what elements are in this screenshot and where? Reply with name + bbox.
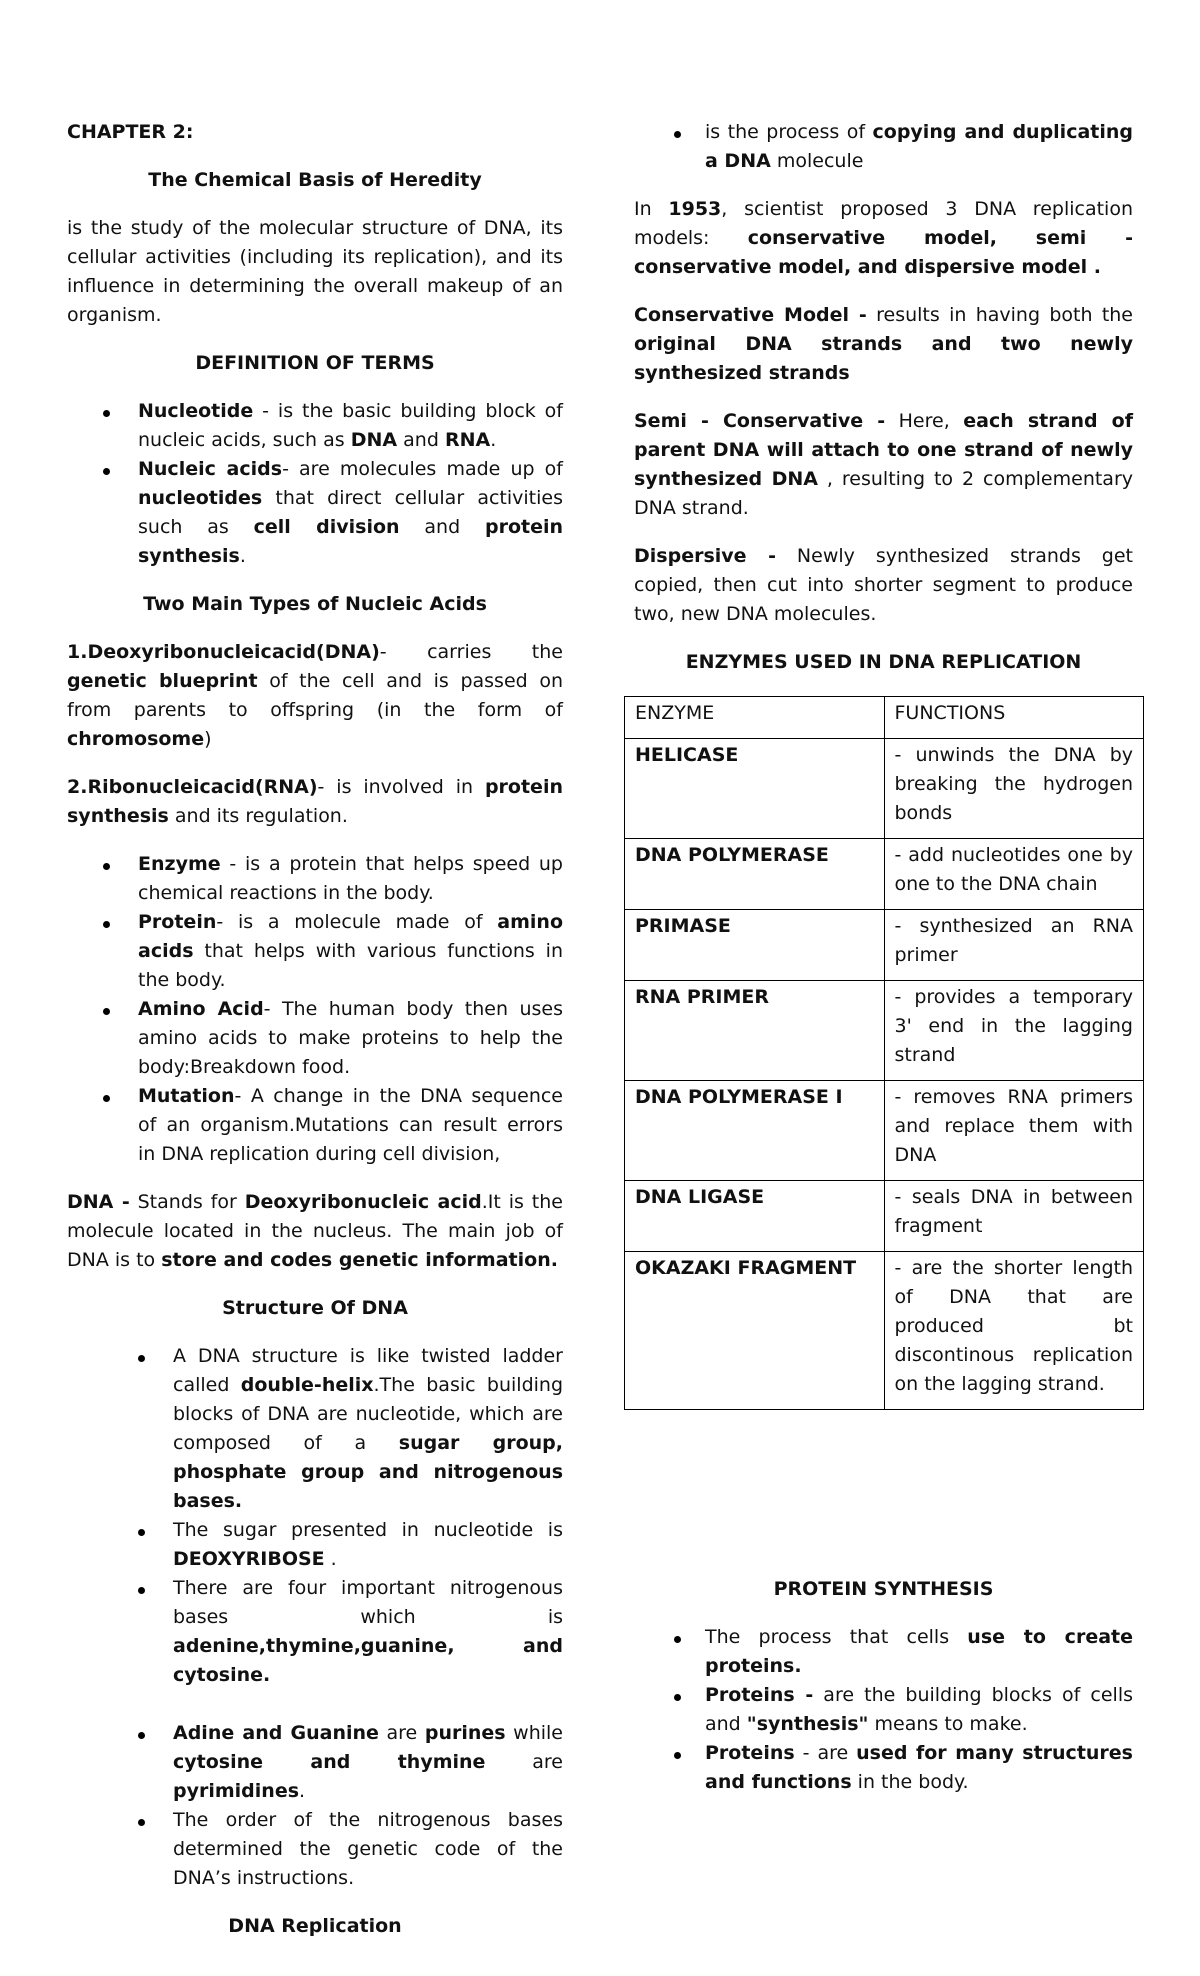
table-header-row: [625, 697, 1144, 739]
list-item: Mutation- A change in the DNA sequence of an organism.Mutations can result errors in DNA replication during cell division,: [67, 1082, 563, 1169]
enzyme-cell: OKAZAKI FRAGMENT: [625, 1252, 885, 1410]
function-cell: - seals DNA in between fragment: [884, 1181, 1144, 1252]
types-heading: Two Main Types of Nucleic Acids: [143, 593, 487, 615]
list-item: is the process of copying and duplicating a DNA molecule: [634, 118, 1133, 176]
right-column: [634, 118, 1133, 1816]
enzyme-cell: DNA POLYMERASE I: [625, 1081, 885, 1181]
left-column: [67, 118, 563, 1960]
list-item: The order of the nitrogenous bases determined the genetic code of the DNA’s instructions.: [67, 1806, 563, 1893]
list-item: The process that cells use to create proteins.: [634, 1623, 1133, 1681]
models-paragraph: In 1953, scientist proposed 3 DNA replication models: conservative model, semi - conservative model, and dispersive model .: [634, 198, 1133, 278]
enzyme-cell: HELICASE: [625, 739, 885, 839]
list-item: Proteins - are the building blocks of cells and "synthesis" means to make.: [634, 1681, 1133, 1739]
enzyme-cell: PRIMASE: [625, 910, 885, 981]
table-row: [625, 1181, 1144, 1252]
bullet-icon: [103, 468, 110, 475]
function-cell: - are the shorter length of DNA that are produced bt discontinous replication on the lagging strand.: [884, 1252, 1144, 1410]
definition-heading: DEFINITION OF TERMS: [195, 352, 435, 374]
table-header: ENZYME: [625, 697, 885, 739]
enzyme-cell: DNA LIGASE: [625, 1181, 885, 1252]
function-cell: - unwinds the DNA by breaking the hydrogen bonds: [884, 739, 1144, 839]
list-item: The sugar presented in nucleotide is DEOXYRIBOSE .: [67, 1516, 563, 1574]
chapter-label: CHAPTER 2:: [67, 121, 194, 143]
bullet-icon: [138, 1819, 145, 1826]
list-item: Proteins - are used for many structures and functions in the body.: [634, 1739, 1133, 1797]
replication-heading: DNA Replication: [228, 1915, 402, 1937]
blank-line: [67, 1690, 563, 1719]
table-row: [625, 981, 1144, 1081]
dispersive-paragraph: Dispersive - Newly synthesized strands get copied, then cut into shorter segment to produce two, new DNA molecules.: [634, 545, 1134, 625]
replication-list: [634, 118, 1133, 176]
semi-conservative-paragraph: Semi - Conservative - Here, each strand of parent DNA will attach to one strand of newly synthesized DNA , resulting to 2 complementary DNA strand.: [634, 410, 1134, 519]
bullet-icon: [674, 1752, 681, 1759]
function-cell: - provides a temporary 3' end in the lagging strand: [884, 981, 1144, 1081]
chapter-title: The Chemical Basis of Heredity: [148, 169, 482, 191]
bullet-icon: [138, 1355, 145, 1362]
table-row: [625, 1081, 1144, 1181]
enzymes-table: [624, 696, 1144, 1410]
list-item: Enzyme - is a protein that helps speed up chemical reactions in the body.: [67, 850, 563, 908]
bullet-icon: [103, 863, 110, 870]
list-item: Nucleic acids- are molecules made up of nucleotides that direct cellular activities such as cell division and protein synthesis.: [67, 455, 563, 571]
list-item: Protein- is a molecule made of amino acids that helps with various functions in the body.: [67, 908, 563, 995]
list-item: Adine and Guanine are purines while cytosine and thymine are pyrimidines.: [67, 1719, 563, 1806]
list-item: Nucleotide - is the basic building block of nucleic acids, such as DNA and RNA.: [67, 397, 563, 455]
list-item: A DNA structure is like twisted ladder called double-helix.The basic building blocks of DNA are nucleotide, which are composed of a sugar group, phosphate group and nitrogenous bases.: [67, 1342, 563, 1516]
function-cell: - add nucleotides one by one to the DNA chain: [884, 839, 1144, 910]
intro-paragraph: is the study of the molecular structure of DNA, its cellular activities (including its replication), and its influence in determining the overall makeup of an organism.: [67, 217, 563, 326]
bullet-icon: [674, 1694, 681, 1701]
list-item: Amino Acid- The human body then uses amino acids to make proteins to help the body:Breakdown food.: [67, 995, 563, 1082]
list-item: There are four important nitrogenous bases which is adenine,thymine,guanine, and cytosine.: [67, 1574, 563, 1690]
enzymes-heading: ENZYMES USED IN DNA REPLICATION: [685, 651, 1082, 673]
bullet-icon: [674, 1636, 681, 1643]
structure-list: [67, 1342, 563, 1893]
function-cell: - removes RNA primers and replace them with DNA: [884, 1081, 1144, 1181]
enzyme-cell: RNA PRIMER: [625, 981, 885, 1081]
table-row: [625, 839, 1144, 910]
function-cell: - synthesized an RNA primer: [884, 910, 1144, 981]
enzyme-cell: DNA POLYMERASE: [625, 839, 885, 910]
protein-synthesis-list: [634, 1623, 1133, 1797]
terms-list: [67, 850, 563, 1169]
rna-type-paragraph: 2.Ribonucleicacid(RNA)- is involved in protein synthesis and its regulation.: [67, 776, 563, 827]
table-row: [625, 739, 1144, 839]
blank-space: [634, 1429, 1133, 1575]
table-row: [625, 1252, 1144, 1410]
table-header: FUNCTIONS: [884, 697, 1144, 739]
protein-synthesis-heading: PROTEIN SYNTHESIS: [773, 1578, 994, 1600]
bullet-icon: [138, 1732, 145, 1739]
dna-definition-paragraph: DNA - Stands for Deoxyribonucleic acid.It is the molecule located in the nucleus. The main job of DNA is to store and codes genetic information.: [67, 1191, 563, 1271]
definition-list: [67, 397, 563, 571]
bullet-icon: [103, 1095, 110, 1102]
structure-heading: Structure Of DNA: [222, 1297, 408, 1319]
bullet-icon: [138, 1529, 145, 1536]
bullet-icon: [138, 1587, 145, 1594]
dna-type-paragraph: 1.Deoxyribonucleicacid(DNA)- carries the genetic blueprint of the cell and is passed on from parents to offspring (in the form of chromosome): [67, 641, 563, 750]
bullet-icon: [103, 921, 110, 928]
bullet-icon: [103, 1008, 110, 1015]
bullet-icon: [103, 410, 110, 417]
conservative-paragraph: Conservative Model - results in having both the original DNA strands and two newly synthesized strands: [634, 304, 1133, 384]
table-row: [625, 910, 1144, 981]
bullet-icon: [674, 131, 681, 138]
